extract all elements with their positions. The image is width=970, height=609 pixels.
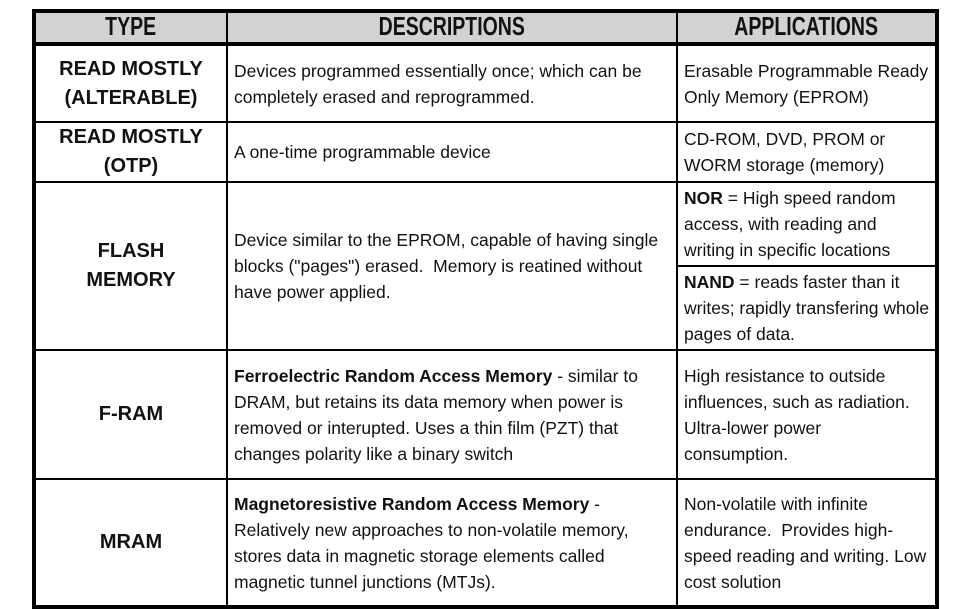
type-label-line2: MEMORY — [86, 269, 176, 291]
applications-lead-nor: NOR — [684, 188, 723, 208]
applications-cell — [677, 350, 937, 479]
type-label-line1: F-RAM — [98, 403, 164, 425]
type-label-line2: (ALTERABLE) — [64, 86, 198, 109]
type-cell-read-mostly-otp — [34, 122, 227, 182]
memory-types-table — [32, 9, 939, 609]
description-text: - Relatively new approaches to non-volatile memory, stores data in magnetic storage elements called magnetic tunnel junctions (MTJs). — [234, 493, 634, 592]
applications-cell — [677, 122, 937, 182]
table-row — [34, 182, 937, 266]
description-cell — [227, 44, 677, 122]
applications-cell — [677, 479, 937, 607]
applications-text: = High speed random access, with reading and writing in specific locations — [684, 188, 901, 260]
column-header-applications — [677, 11, 937, 44]
description-text: Device similar to the EPROM, capable of having single blocks ("pages") erased. Memory is reatined without have power applied. — [234, 230, 663, 302]
type-label-line1: READ MOSTLY — [59, 57, 203, 80]
description-lead: Magnetoresistive Random Access Memory — [234, 493, 590, 514]
applications-cell-nor — [677, 182, 937, 266]
type-cell-f-ram — [34, 350, 227, 479]
column-header-descriptions-label: DESCRIPTIONS — [378, 12, 526, 42]
column-header-type — [34, 11, 227, 44]
column-header-applications-label: APPLICATIONS — [734, 12, 879, 42]
description-lead: Ferroelectric Random Access Memory — [234, 365, 553, 386]
applications-text: Erasable Programmable Ready Only Memory (EPROM) — [684, 60, 934, 107]
description-text: A one-time programmable device — [234, 142, 491, 162]
description-text: Devices programmed essentially once; which can be completely erased and reprogrammed. — [234, 60, 647, 107]
table-header-row — [34, 11, 937, 44]
table-row — [34, 479, 937, 607]
type-label-line1: READ MOSTLY — [59, 126, 203, 148]
description-cell — [227, 122, 677, 182]
type-label-line1: FLASH — [97, 240, 165, 262]
description-text: - similar to DRAM, but retains its data memory when power is removed or interupted. Uses a thin film (PZT) that changes polarity like a binary switch — [234, 365, 643, 464]
table-row — [34, 122, 937, 182]
table-row — [34, 350, 937, 479]
type-label-line2: (OTP) — [103, 155, 159, 177]
type-label-line1: MRAM — [99, 531, 163, 553]
type-cell-mram — [34, 479, 227, 607]
applications-text: = reads faster than it writes; rapidly transfering whole pages of data. — [684, 272, 934, 344]
applications-text: Non-volatile with infinite endurance. Provides high-speed reading and writing. Low cost solution — [684, 493, 932, 592]
applications-cell — [677, 44, 937, 122]
description-cell — [227, 350, 677, 479]
applications-cell-nand — [677, 266, 937, 350]
type-cell-flash-memory — [34, 182, 227, 350]
applications-lead-nand: NAND — [684, 272, 735, 292]
description-cell — [227, 182, 677, 350]
memory-types-table-container — [32, 9, 939, 609]
column-header-descriptions — [227, 11, 677, 44]
description-cell — [227, 479, 677, 607]
applications-text: CD-ROM, DVD, PROM or WORM storage (memory) — [684, 129, 891, 175]
table-row — [34, 44, 937, 122]
column-header-type-label: TYPE — [105, 12, 157, 42]
applications-text: High resistance to outside influences, such as radiation. Ultra-lower power consumption. — [684, 365, 920, 464]
type-cell-read-mostly-alterable — [34, 44, 227, 122]
